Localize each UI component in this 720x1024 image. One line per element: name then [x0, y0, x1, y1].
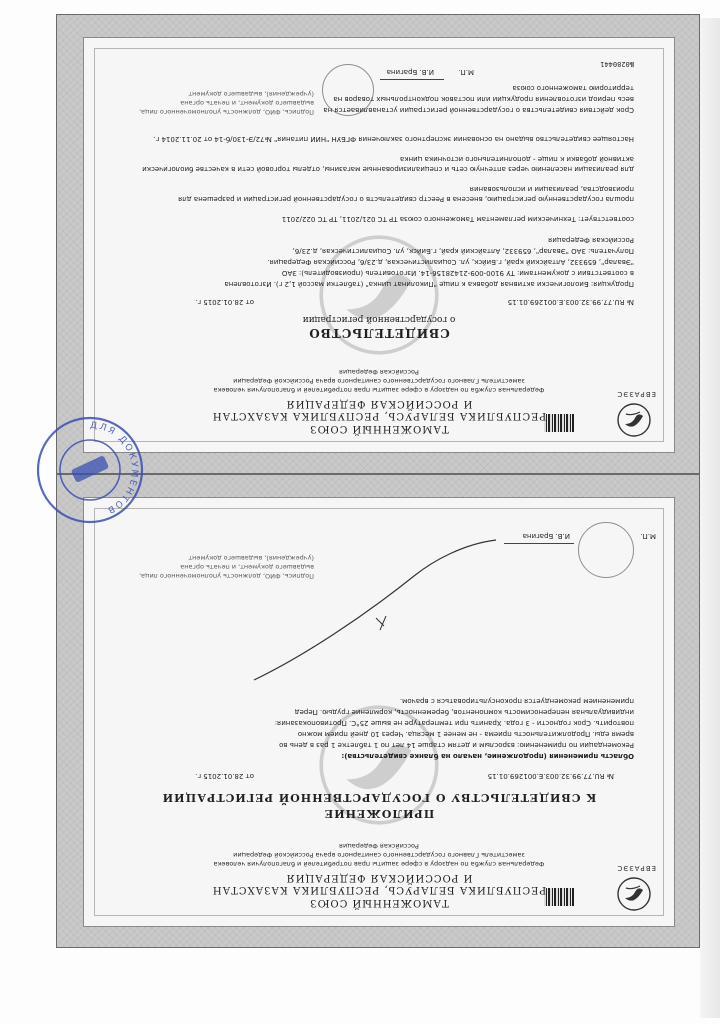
- scope-line-1: Рекомендации по применению: взрослым и детям старше 14 лет по 1 таблетке 1 раз в день во: [279, 741, 634, 749]
- product-line-5: Российская Федерация: [548, 236, 634, 244]
- emblem-label: ЕВРАЗЭС: [616, 390, 656, 398]
- blank-serial-number: №0280441: [600, 60, 634, 68]
- authority-line-2: заместитель Главного государственного санитарного врача Российской Федерации: [233, 377, 525, 385]
- authority-line-1: Федеральная служба по надзору в сфере защиты прав потребителей и благополучия человека: [213, 386, 545, 394]
- validity-line-3: территорию таможенного союза: [512, 84, 634, 92]
- certificate-appendix-sheet: [56, 474, 700, 948]
- date-prefix: от: [245, 298, 254, 306]
- signature-caption: Подпись, ФИО, должность уполномоченного лица, выдавшего документ, и печать органа (учреждения), выдавшего документ: [138, 554, 314, 580]
- signature-line: [504, 543, 574, 544]
- registration-number: RU.77.99.32.003.E.001269.01.15: [507, 298, 625, 306]
- certificate-body: [83, 37, 675, 453]
- signature-line: [380, 79, 444, 80]
- mp-label: М.П.: [458, 68, 474, 76]
- stamp-ring-text: ДЛЯ ДОКУМЕНТОВ: [89, 420, 140, 516]
- certificate-sheet: [56, 14, 700, 474]
- registration-text: прошла государственную регистрацию, внесена в Реестр свидетельств о государственной регистрации и разрешена для производства, реализации и использования: [178, 185, 634, 203]
- scope-heading: Область применения (продолжение, начало на бланке свидетельства):: [341, 752, 634, 760]
- authority-line-3: Российская Федерация: [339, 842, 419, 850]
- authority-line-1: Федеральная служба по надзору в сфере защиты прав потребителей и благополучия человека: [213, 860, 545, 868]
- certificate-subtitle: о государственной регистрации: [302, 314, 456, 324]
- date-prefix: от: [245, 772, 254, 780]
- number-prefix: №: [606, 772, 614, 780]
- scope-line-5: применением рекомендуется проконсультироваться с врачом.: [399, 697, 634, 705]
- product-line-1: Продукция: Биологически активная добавка к пище "Пиколинат цинка" (таблетки массой 1,2 г). Изготовлена: [224, 280, 634, 288]
- blue-round-stamp-icon: [34, 414, 146, 526]
- emblem-label: ЕВРАЗЭС: [616, 864, 656, 872]
- round-seal-icon: [578, 522, 634, 578]
- product-line-4: Получатель: ЗАО "Эвалар", 659332, Алтайский край, г.Бийск, ул. Социалистическая, д.23/6,: [292, 247, 634, 255]
- usage-text: для реализации населению через аптечную сеть и специализированные магазины, отделы торговой сети в качестве биологически активной добавки к пище - дополнительного источника цинка: [142, 155, 634, 173]
- product-line-3: "Эвалар", 659332, Алтайский край, г.Бийск, ул. Социалистическая, д.23/6, Российская Федерация.: [267, 258, 634, 266]
- authority-line-3: Российская Федерация: [339, 368, 419, 376]
- union-name: ТАМОЖЕННЫЙ СОЮЗ: [309, 897, 449, 908]
- registration-date: 28.01.2015 г.: [195, 298, 244, 306]
- number-prefix: №: [626, 298, 634, 306]
- scope-line-3: повторить. Срок годности - 3 года. Хранить при температуре не выше 25°С. Противопоказания:: [274, 719, 634, 727]
- compliance-text: соответствует: Техническим регламентам Таможенного союза ТР ТС 021/2011, ТР ТС 022/2011: [281, 215, 634, 223]
- basis-text: Настоящее свидетельство выдано на основании экспертного заключения ФГБУН "НИИ питания" №72/Э-130/б-14 от 20.11.2014 г.: [153, 135, 634, 143]
- authority-line-2: заместитель Главного государственного санитарного врача Российской Федерации: [233, 851, 525, 859]
- registration-number: RU.77.99.32.003.E.001269.01.15: [487, 772, 605, 780]
- republics-line-2: И РОССИЙСКАЯ ФЕДЕРАЦИЯ: [285, 398, 473, 409]
- registration-date: 28.01.2015 г.: [195, 772, 244, 780]
- signatory-name: И.В. Брагина: [522, 532, 570, 540]
- product-line-2: в соответствии с документами: ТУ 9100-009-21428156-14. Изготовитель (производитель): ЗАО: [281, 269, 634, 277]
- validity-line-2: весь период изготовления продукции или поставок подконтрольных товаров на: [333, 95, 634, 103]
- scope-line-2: время еды. Продолжительность приема - не менее 1 месяца. Через 10 дней прием можно: [297, 730, 634, 738]
- republics-line-1: РЕСПУБЛИКА БЕЛАРУСЬ, РЕСПУБЛИКА КАЗАХСТАН: [211, 884, 547, 895]
- appendix-body: [83, 497, 675, 927]
- republics-line-1: РЕСПУБЛИКА БЕЛАРУСЬ, РЕСПУБЛИКА КАЗАХСТАН: [211, 410, 547, 421]
- scan-edge: [700, 18, 720, 1018]
- signatory-name: И.В. Брагина: [386, 68, 434, 76]
- republics-line-2: И РОССИЙСКАЯ ФЕДЕРАЦИЯ: [285, 872, 473, 883]
- validity-line-1: Срок действия свидетельства о государственной регистрации устанавливается на: [323, 106, 634, 114]
- appendix-subtitle: К СВИДЕТЕЛЬСТВУ О ГОСУДАРСТВЕННОЙ РЕГИСТРАЦИИ: [161, 791, 597, 804]
- scope-line-4: индивидуальная непереносимость компонентов, беременность, кормление грудью. Перед: [294, 708, 634, 716]
- appendix-title: ПРИЛОЖЕНИЕ: [323, 807, 435, 820]
- certificate-title: СВИДЕТЕЛЬСТВО: [308, 326, 450, 340]
- mp-label: М.П.: [640, 532, 656, 540]
- union-name: ТАМОЖЕННЫЙ СОЮЗ: [309, 423, 449, 434]
- signature-caption: Подпись, ФИО, должность уполномоченного лица, выдавшего документ, и печать органа (учреждения), выдавшего документ: [138, 90, 314, 116]
- round-seal-icon: [322, 64, 374, 116]
